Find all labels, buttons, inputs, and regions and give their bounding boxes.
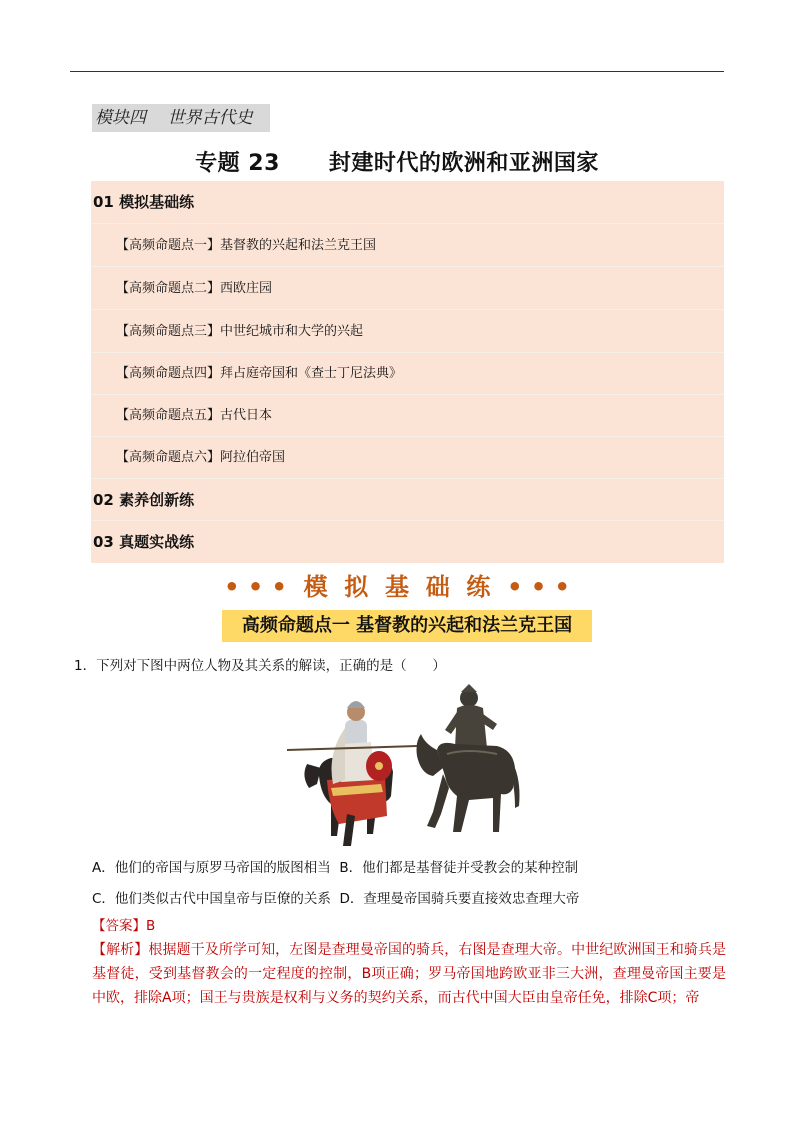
figure-illustration <box>287 684 523 848</box>
toc-item[interactable]: 【高频命题点六】阿拉伯帝国 <box>91 437 724 479</box>
options-row-2: C．他们类似古代中国皇帝与臣僚的关系 D．查理曼帝国骑兵要直接效忠查理大帝 <box>92 891 580 907</box>
answer-label: 【答案】 <box>92 918 146 934</box>
mounted-cavalryman-image <box>287 701 425 846</box>
answer-line <box>92 914 155 934</box>
question-text: 1．下列对下图中两位人物及其关系的解读，正确的是（ ） <box>74 658 446 674</box>
toc-section[interactable]: 01 模拟基础练 <box>91 181 724 224</box>
toc-item[interactable]: 【高频命题点一】基督教的兴起和法兰克王国 <box>91 224 724 267</box>
options-row-1: A．他们的帝国与原罗马帝国的版图相当 B．他们都是基督徒并受教会的某种控制 <box>92 860 579 876</box>
toc-item[interactable]: 【高频命题点三】中世纪城市和大学的兴起 <box>91 310 724 353</box>
toc-section[interactable]: 03 真题实战练 <box>93 533 195 551</box>
module-tag: 模块四 世界古代史 <box>92 104 270 132</box>
toc-item[interactable]: 【高频命题点四】拜占庭帝国和《查士丁尼法典》 <box>91 353 724 395</box>
answer-value: B <box>146 918 156 934</box>
toc-item[interactable]: 【高频命题点二】西欧庄园 <box>91 267 724 310</box>
question-figure <box>287 684 523 848</box>
page-title: 专题 23 封建时代的欧洲和亚洲国家 <box>195 151 599 176</box>
toc-item[interactable]: 【高频命题点五】古代日本 <box>91 395 724 437</box>
header-rule <box>70 71 724 72</box>
toc-section[interactable]: 02 素养创新练 <box>91 479 724 521</box>
bronze-equestrian-statue-image <box>417 684 520 832</box>
section-banner: • • • 模 拟 基 础 练 • • • <box>224 573 570 601</box>
table-of-contents <box>91 181 724 563</box>
analysis-text: 【解析】根据题干及所学可知，左图是查理曼帝国的骑兵，右图是查理大帝。中世纪欧洲国王和骑兵是基督徒，受到基督教会的一定程度的控制，B项正确；罗马帝国地跨欧亚非三大洲，查理曼帝国主要是中欧，排除A项；国王与贵族是权利与义务的契约关系，而古代中国大臣由皇帝任免，排除C项；帝 <box>92 942 726 1006</box>
topic-heading: 高频命题点一 基督教的兴起和法兰克王国 <box>222 610 592 642</box>
